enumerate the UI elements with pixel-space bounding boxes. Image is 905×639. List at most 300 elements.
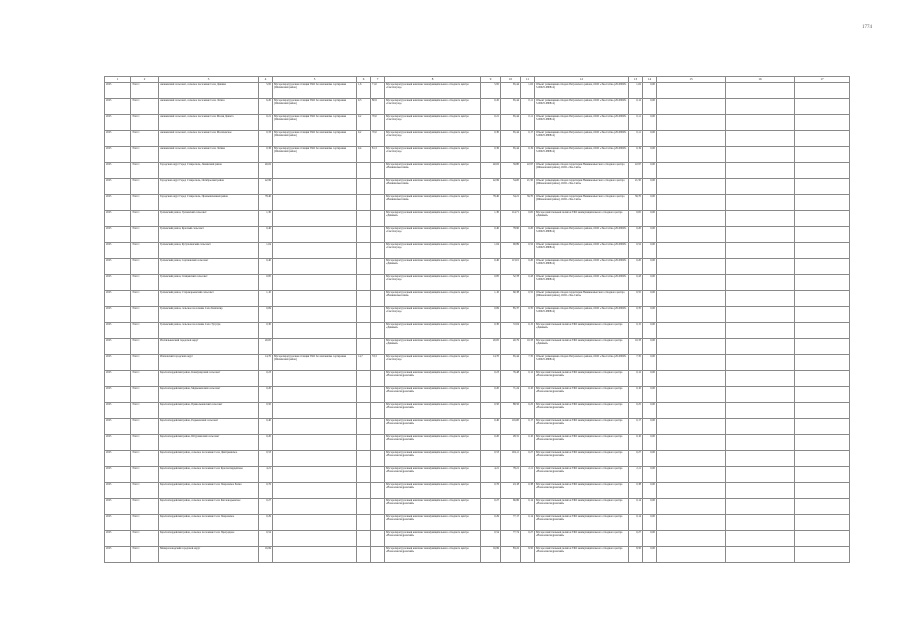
cell-disposal-share: 0,00 xyxy=(643,83,657,99)
cell-empty xyxy=(795,355,850,371)
cell-disposal-share: 0,00 xyxy=(643,467,657,483)
cell-volume: 16,99 xyxy=(259,547,273,563)
cell-disposal-volume: 0,11 xyxy=(629,115,643,131)
cell-facility xyxy=(273,467,357,483)
cell-stage: Этап 1 xyxy=(131,147,159,163)
cell-facility xyxy=(273,403,357,419)
cell-empty xyxy=(726,531,795,547)
cell-facility-capacity xyxy=(357,419,371,435)
cell-object: Мусороперегрузочный комплекс межмуниципального отходного центра «Новоалександровский» xyxy=(385,419,481,435)
column-number: 4 xyxy=(259,77,273,83)
cell-disposal-volume: 2,11 xyxy=(629,467,643,483)
cell-object-distance: 65,44 xyxy=(501,83,521,99)
cell-disposal-volume: 7,35 xyxy=(629,355,643,371)
cell-object-volume: 4,21 xyxy=(481,467,501,483)
cell-object-volume: 0,54 xyxy=(481,531,501,547)
table-row xyxy=(105,403,850,419)
cell-stage: Этап 1 xyxy=(131,307,159,323)
cell-territory: Изобильненский городской округ xyxy=(159,339,259,355)
cell-disposal: Мусоросжигательный полигон ТБО межмуниципального отходного центра «Новоалександровский» xyxy=(535,515,629,531)
table-row xyxy=(105,227,850,243)
cell-empty xyxy=(795,291,850,307)
cell-facility-distance xyxy=(371,163,385,179)
cell-empty xyxy=(657,515,726,531)
cell-object-volume: 0,20 xyxy=(481,387,501,403)
cell-object: Мусороперегрузочный комплекс межмуниципального отходного центра «Новоалександровский» xyxy=(385,387,481,403)
cell-facility xyxy=(273,387,357,403)
cell-facility: Мусороперегрузочная станция ТКО без механизма сортировки (Шалинский район) xyxy=(273,147,357,163)
cell-disposal: Мусоросжигательный полигон ТБО межмуниципального отходного центра «Дивный» xyxy=(535,339,629,355)
cell-volume: 0,36 xyxy=(259,147,273,163)
column-number: 14 xyxy=(643,77,657,83)
cell-disposal-share: 0,00 xyxy=(643,547,657,563)
cell-year: 2025 xyxy=(105,531,131,547)
cell-disposal-share: 0,00 xyxy=(643,179,657,195)
cell-volume: 0,54 xyxy=(259,531,273,547)
cell-stage: Этап 1 xyxy=(131,291,159,307)
cell-facility-capacity xyxy=(357,307,371,323)
cell-object-volume: 16,99 xyxy=(481,547,501,563)
cell-disposal-share: 0,00 xyxy=(643,115,657,131)
cell-object-distance: 88,56 xyxy=(501,403,521,419)
cell-empty xyxy=(657,99,726,115)
cell-stage: Этап 1 xyxy=(131,483,159,499)
cell-territory: Грачевский район, Старомарьевский сельсовет xyxy=(159,291,259,307)
cell-facility-capacity xyxy=(357,291,371,307)
cell-empty xyxy=(726,115,795,131)
cell-disposal: Мусоросжигательный полигон ТБО межмуниципального отходного центра «Новоалександровский» xyxy=(535,451,629,467)
cell-disposal: Объект размещения отходов Петровского района, ООО «Эко-Сити» (26-00028-З-00025-080814) xyxy=(535,131,629,147)
cell-object-volume: 0,23 xyxy=(481,371,501,387)
cell-disposal-volume: 0,10 xyxy=(629,387,643,403)
cell-disposal-volume: 0,12 xyxy=(629,99,643,115)
cell-empty xyxy=(657,115,726,131)
cell-object-value: 22,97 xyxy=(521,163,535,179)
cell-stage: Этап 1 xyxy=(131,339,159,355)
cell-empty xyxy=(726,371,795,387)
cell-empty xyxy=(657,499,726,515)
cell-stage: Этап 1 xyxy=(131,435,159,451)
cell-object-value: 0,55 xyxy=(521,291,535,307)
cell-empty xyxy=(657,243,726,259)
column-number: 1 xyxy=(105,77,131,83)
cell-year: 2025 xyxy=(105,387,131,403)
cell-disposal-share: 0,00 xyxy=(643,323,657,339)
cell-stage: Этап 1 xyxy=(131,499,159,515)
cell-facility-distance: 70,0 xyxy=(371,115,385,131)
table-row xyxy=(105,275,850,291)
cell-object-distance: 65,44 xyxy=(501,131,521,147)
cell-empty xyxy=(657,147,726,163)
cell-disposal-volume: 10,33 xyxy=(629,339,643,355)
cell-stage: Этап 1 xyxy=(131,83,159,99)
cell-object-distance: 72,04 xyxy=(501,323,521,339)
cell-facility xyxy=(273,307,357,323)
cell-territory: Красногвардейский район, сельское поселение Село Покровское xyxy=(159,515,259,531)
cell-empty xyxy=(657,483,726,499)
cell-facility xyxy=(273,419,357,435)
cell-facility-capacity xyxy=(357,467,371,483)
table-row xyxy=(105,451,850,467)
cell-facility-capacity: 14,7 xyxy=(357,355,371,371)
table-row xyxy=(105,339,850,355)
cell-empty xyxy=(795,195,850,211)
cell-disposal: Объект размещения отходов территории Невинномысского отходного центра (Шпаковский район), ООО «Эко-Сити» xyxy=(535,195,629,211)
cell-empty xyxy=(726,323,795,339)
cell-disposal-share: 0,00 xyxy=(643,355,657,371)
cell-disposal-share: 0,00 xyxy=(643,339,657,355)
cell-object-distance: 78,21 xyxy=(501,467,521,483)
cell-disposal-share: 0,00 xyxy=(643,499,657,515)
cell-disposal-share: 0,00 xyxy=(643,163,657,179)
cell-object: Мусороперегрузочный комплекс межмуниципального отходного центра «Новоалександровский» xyxy=(385,467,481,483)
cell-disposal: Объект размещения отходов Петровского района, ООО «Эко-Сити» (26-00028-З-00025-080814) xyxy=(535,243,629,259)
cell-year: 2025 xyxy=(105,499,131,515)
cell-disposal-share: 0,00 xyxy=(643,147,657,163)
cell-territory: Грачевский район, Грачевский сельсовет xyxy=(159,211,259,227)
cell-empty xyxy=(726,227,795,243)
cell-volume: 0,50 xyxy=(259,403,273,419)
cell-object-volume: 0,20 xyxy=(481,435,501,451)
cell-facility xyxy=(273,515,357,531)
cell-object: Мусороперегрузочный комплекс межмуниципального отходного центра «Новоалександровский» xyxy=(385,531,481,547)
cell-volume: 5,95 xyxy=(259,83,273,99)
cell-empty xyxy=(657,291,726,307)
cell-facility xyxy=(273,435,357,451)
cell-year: 2025 xyxy=(105,259,131,275)
cell-disposal-volume: 0,10 xyxy=(629,435,643,451)
cell-facility-distance xyxy=(371,371,385,387)
cell-object: Мусороперегрузочный комплекс межмуниципального отходного центра «Новоалександровский» xyxy=(385,371,481,387)
cell-empty xyxy=(657,211,726,227)
cell-empty xyxy=(795,387,850,403)
cell-object: Мусороперегрузочный комплекс межмуниципального отходного центра «Светлоград» xyxy=(385,307,481,323)
cell-empty xyxy=(795,99,850,115)
cell-object-value: 1,02 xyxy=(521,83,535,99)
cell-object-value: 0,12 xyxy=(521,371,535,387)
cell-territory: Городской округ Город Ставрополь, Ленинский район xyxy=(159,163,259,179)
cell-volume: 42,99 xyxy=(259,179,273,195)
cell-object-distance: 34,00 xyxy=(501,179,521,195)
cell-object-value: 0,25 xyxy=(521,403,535,419)
cell-territory: Красногвардейский район, сельское поселение Село Преградное xyxy=(159,531,259,547)
cell-volume: 0,21 xyxy=(259,115,273,131)
cell-disposal-share: 0,00 xyxy=(643,387,657,403)
cell-stage: Этап 1 xyxy=(131,355,159,371)
cell-disposal: Объект размещения отходов Петровского района, ООО «Эко-Сити» (26-00028-З-00025-080814) xyxy=(535,307,629,323)
cell-disposal: Объект размещения отходов Петровского района, ООО «Эко-Сити» (26-00028-З-00025-080814) xyxy=(535,83,629,99)
cell-volume: 0,76 xyxy=(259,483,273,499)
cell-territory: Красногвардейский район, сельское поселение Село Дмитриевское xyxy=(159,451,259,467)
cell-disposal-volume: 8,50 xyxy=(629,547,643,563)
cell-facility-capacity xyxy=(357,179,371,195)
cell-disposal: Объект размещения отходов Петровского района, ООО «Эко-Сити» (26-00028-З-00025-080814) xyxy=(535,275,629,291)
cell-empty xyxy=(726,355,795,371)
cell-disposal-volume: 0,17 xyxy=(629,419,643,435)
cell-territory: Грачевский район, Сергиевский сельсовет xyxy=(159,259,259,275)
cell-facility-distance xyxy=(371,211,385,227)
cell-volume: 0,40 xyxy=(259,419,273,435)
cell-disposal-volume: 0,19 xyxy=(629,147,643,163)
cell-object-volume: 0,53 xyxy=(481,451,501,467)
cell-object-value: 0,10 xyxy=(521,387,535,403)
cell-year: 2025 xyxy=(105,99,131,115)
cell-facility-distance xyxy=(371,515,385,531)
cell-empty xyxy=(726,275,795,291)
cell-empty xyxy=(726,339,795,355)
cell-empty xyxy=(657,339,726,355)
cell-volume: 1,10 xyxy=(259,291,273,307)
table-row xyxy=(105,371,850,387)
cell-year: 2025 xyxy=(105,419,131,435)
cell-object-volume: 0,85 xyxy=(481,275,501,291)
table-row xyxy=(105,323,850,339)
cell-disposal: Мусоросжигательный полигон ТБО межмуниципального отходного центра «Новоалександровский» xyxy=(535,467,629,483)
cell-empty xyxy=(726,259,795,275)
cell-facility xyxy=(273,483,357,499)
cell-stage: Этап 1 xyxy=(131,451,159,467)
cell-disposal-volume: 0,20 xyxy=(629,259,643,275)
column-number: 3 xyxy=(159,77,259,83)
cell-facility-capacity: 1,6 xyxy=(357,83,371,99)
cell-object-distance: 77,74 xyxy=(501,531,521,547)
cell-object-value: 0,20 xyxy=(521,259,535,275)
cell-year: 2025 xyxy=(105,355,131,371)
cell-object-distance: 78,90 xyxy=(501,227,521,243)
cell-object: Мусороперегрузочный комплекс межмуниципального отходного центра «Светлоград» xyxy=(385,115,481,131)
cell-facility-capacity xyxy=(357,371,371,387)
cell-volume: 14,70 xyxy=(259,355,273,371)
cell-empty xyxy=(795,307,850,323)
cell-object-volume: 0,30 xyxy=(481,131,501,147)
cell-object-volume: 0,30 xyxy=(481,323,501,339)
cell-disposal-share: 0,00 xyxy=(643,259,657,275)
cell-object-value: 7,35 xyxy=(521,355,535,371)
cell-facility-distance: 70,0 xyxy=(371,131,385,147)
cell-facility-distance xyxy=(371,307,385,323)
cell-disposal: Объект размещения отходов Петровского района, ООО «Эко-Сити» (26-00028-З-00025-080814) xyxy=(535,147,629,163)
cell-facility-distance xyxy=(371,531,385,547)
cell-object: Мусороперегрузочный комплекс межмуниципального отходного центра «Светлоград» xyxy=(385,275,481,291)
cell-object-distance: 28,31 xyxy=(501,435,521,451)
page-number: 1774 xyxy=(862,25,872,30)
cell-object-volume: 0,69 xyxy=(481,307,501,323)
cell-object-value: 0,11 xyxy=(521,115,535,131)
cell-object-distance: 77,17 xyxy=(501,515,521,531)
cell-object-value: 0,43 xyxy=(521,275,535,291)
cell-disposal-share: 0,00 xyxy=(643,307,657,323)
cell-facility xyxy=(273,451,357,467)
cell-object-value: 2,11 xyxy=(521,467,535,483)
cell-empty xyxy=(657,435,726,451)
cell-object: Мусороперегрузочный комплекс межмуниципального отходного центра «Светлоград» xyxy=(385,99,481,115)
cell-facility-capacity xyxy=(357,515,371,531)
cell-facility: Мусороперегрузочная станция ТКО без механизма сортировки (Шалинский район) xyxy=(273,355,357,371)
cell-disposal-volume: 0,25 xyxy=(629,403,643,419)
table-row xyxy=(105,547,850,563)
cell-facility-capacity xyxy=(357,163,371,179)
cell-object-volume: 0,29 xyxy=(481,515,501,531)
column-number: 10 xyxy=(501,77,521,83)
cell-disposal-share: 0,00 xyxy=(643,211,657,227)
cell-object: Мусороперегрузочный комплекс межмуниципального отходного центра «Светлоград» xyxy=(385,147,481,163)
cell-object-volume: 20,65 xyxy=(481,339,501,355)
column-number: 13 xyxy=(629,77,643,83)
cell-object: Мусороперегрузочный комплекс межмуниципального отходного центра «Светлоград» xyxy=(385,83,481,99)
cell-object-distance: 34,21 xyxy=(501,195,521,211)
cell-disposal: Мусоросжигательный полигон ТБО межмуниципального отходного центра «Новоалександровский» xyxy=(535,371,629,387)
cell-object-volume: 0,40 xyxy=(481,419,501,435)
cell-empty xyxy=(726,163,795,179)
column-number: 5 xyxy=(273,77,357,83)
cell-territory: Грачевский район, Красный сельсовет xyxy=(159,227,259,243)
cell-disposal: Мусоросжигательный полигон ТБО межмуниципального отходного центра «Новоалександровский» xyxy=(535,547,629,563)
cell-object-value: 0,27 xyxy=(521,531,535,547)
cell-stage: Этап 1 xyxy=(131,387,159,403)
cell-volume: 78,40 xyxy=(259,195,273,211)
cell-empty xyxy=(795,163,850,179)
cell-facility xyxy=(273,291,357,307)
cell-object-distance: 76,48 xyxy=(501,371,521,387)
cell-facility-distance: 71,0 xyxy=(371,83,385,99)
cell-territory: Городской округ Город Ставрополь, Октябрьский район xyxy=(159,179,259,195)
cell-disposal: Объект размещения отходов Петровского района, ООО «Эко-Сити» (26-00028-З-00025-080814) xyxy=(535,115,629,131)
cell-empty xyxy=(726,451,795,467)
cell-stage: Этап 1 xyxy=(131,99,159,115)
cell-facility xyxy=(273,547,357,563)
cell-object-value: 0,20 xyxy=(521,227,535,243)
cell-disposal: Мусоросжигательный полигон ТБО межмуниципального отходного центра «Новоалександровский» xyxy=(535,435,629,451)
cell-stage: Этап 1 xyxy=(131,163,159,179)
cell-disposal: Мусоросжигательный полигон ТБО межмуниципального отходного центра «Новоалександровский» xyxy=(535,483,629,499)
cell-facility-distance xyxy=(371,435,385,451)
column-number: 17 xyxy=(795,77,850,83)
cell-year: 2025 xyxy=(105,307,131,323)
cell-object-volume: 0,21 xyxy=(481,115,501,131)
cell-volume: 0,23 xyxy=(259,371,273,387)
cell-facility-capacity xyxy=(357,195,371,211)
cell-object-distance: 71,24 xyxy=(501,387,521,403)
table-row xyxy=(105,243,850,259)
cell-stage: Этап 1 xyxy=(131,403,159,419)
cell-year: 2025 xyxy=(105,451,131,467)
cell-object-distance: 65,44 xyxy=(501,115,521,131)
cell-volume: 0,53 xyxy=(259,451,273,467)
cell-object: Мусороперегрузочный комплекс межмуниципального отходного центра «Новоалександровский» xyxy=(385,451,481,467)
cell-empty xyxy=(726,307,795,323)
cell-facility-capacity xyxy=(357,531,371,547)
cell-empty xyxy=(795,499,850,515)
cell-stage: Этап 1 xyxy=(131,227,159,243)
cell-empty xyxy=(795,435,850,451)
cell-object-volume: 1,04 xyxy=(481,243,501,259)
cell-object-distance: 104,11 xyxy=(501,451,521,467)
column-number: 15 xyxy=(657,77,726,83)
column-number: 2 xyxy=(131,77,159,83)
column-number: 9 xyxy=(481,77,501,83)
cell-empty xyxy=(795,515,850,531)
cell-empty xyxy=(726,515,795,531)
cell-year: 2025 xyxy=(105,131,131,147)
cell-object-value: 0,27 xyxy=(521,451,535,467)
table-row xyxy=(105,435,850,451)
cell-facility xyxy=(273,275,357,291)
table-row xyxy=(105,307,850,323)
cell-facility: Мусороперегрузочная станция ТКО без механизма сортировки (Шалинский район) xyxy=(273,115,357,131)
cell-empty xyxy=(657,131,726,147)
cell-year: 2025 xyxy=(105,227,131,243)
table-row xyxy=(105,499,850,515)
cell-facility xyxy=(273,179,357,195)
cell-empty xyxy=(726,403,795,419)
cell-object: Мусороперегрузочный комплекс межмуниципального отходного центра «Новоалександровский» xyxy=(385,547,481,563)
cell-empty xyxy=(795,419,850,435)
cell-empty xyxy=(726,419,795,435)
cell-stage: Этап 1 xyxy=(131,275,159,291)
cell-stage: Этап 1 xyxy=(131,211,159,227)
cell-year: 2025 xyxy=(105,467,131,483)
cell-empty xyxy=(795,131,850,147)
cell-volume: 20,65 xyxy=(259,339,273,355)
cell-facility xyxy=(273,323,357,339)
cell-object-value: 0,52 xyxy=(521,243,535,259)
cell-year: 2025 xyxy=(105,291,131,307)
cell-disposal-share: 0,00 xyxy=(643,451,657,467)
cell-disposal-volume: 0,55 xyxy=(629,291,643,307)
cell-facility xyxy=(273,531,357,547)
cell-year: 2025 xyxy=(105,275,131,291)
table-row xyxy=(105,179,850,195)
cell-territory: Красногвардейский район, Родыковский сельсовет xyxy=(159,419,259,435)
cell-stage: Этап 1 xyxy=(131,547,159,563)
cell-disposal: Мусоросжигательный полигон ТБО межмуниципального отходного центра «Новоалександровский» xyxy=(535,419,629,435)
cell-disposal-share: 0,00 xyxy=(643,131,657,147)
cell-object-volume: 1,30 xyxy=(481,211,501,227)
cell-disposal-share: 0,00 xyxy=(643,435,657,451)
cell-object-value: 0,65 xyxy=(521,211,535,227)
cell-stage: Этап 1 xyxy=(131,195,159,211)
cell-disposal-volume: 21,50 xyxy=(629,179,643,195)
cell-disposal-share: 0,00 xyxy=(643,275,657,291)
cell-object: Мусороперегрузочный комплекс межмуниципального отходного центра «Невинномысский» xyxy=(385,291,481,307)
cell-facility-capacity: 0,2 xyxy=(357,131,371,147)
cell-facility-capacity xyxy=(357,483,371,499)
cell-object: Мусороперегрузочный комплекс межмуниципального отходного центра «Дивный» xyxy=(385,323,481,339)
cell-empty xyxy=(795,403,850,419)
cell-disposal-volume: 0,27 xyxy=(629,451,643,467)
cell-disposal-share: 0,00 xyxy=(643,403,657,419)
cell-object: Мусороперегрузочный комплекс межмуниципального отходного центра «Новоалександровский» xyxy=(385,403,481,419)
table-row xyxy=(105,467,850,483)
table-row xyxy=(105,419,850,435)
cell-disposal-share: 0,00 xyxy=(643,483,657,499)
cell-object-volume: 5,95 xyxy=(481,83,501,99)
cell-disposal-volume: 0,43 xyxy=(629,275,643,291)
cell-empty xyxy=(657,451,726,467)
cell-year: 2025 xyxy=(105,371,131,387)
column-number: 7 xyxy=(371,77,385,83)
cell-territory: Грачевский район, сельское поселение Село Тугулук xyxy=(159,323,259,339)
cell-year: 2025 xyxy=(105,515,131,531)
cell-year: 2025 xyxy=(105,211,131,227)
cell-facility xyxy=(273,211,357,227)
table-row xyxy=(105,515,850,531)
cell-volume: 0,20 xyxy=(259,387,273,403)
cell-facility-distance xyxy=(371,451,385,467)
cell-territory: Ипатовский городской округ xyxy=(159,355,259,371)
cell-empty xyxy=(726,467,795,483)
cell-object-volume: 1,10 xyxy=(481,291,501,307)
